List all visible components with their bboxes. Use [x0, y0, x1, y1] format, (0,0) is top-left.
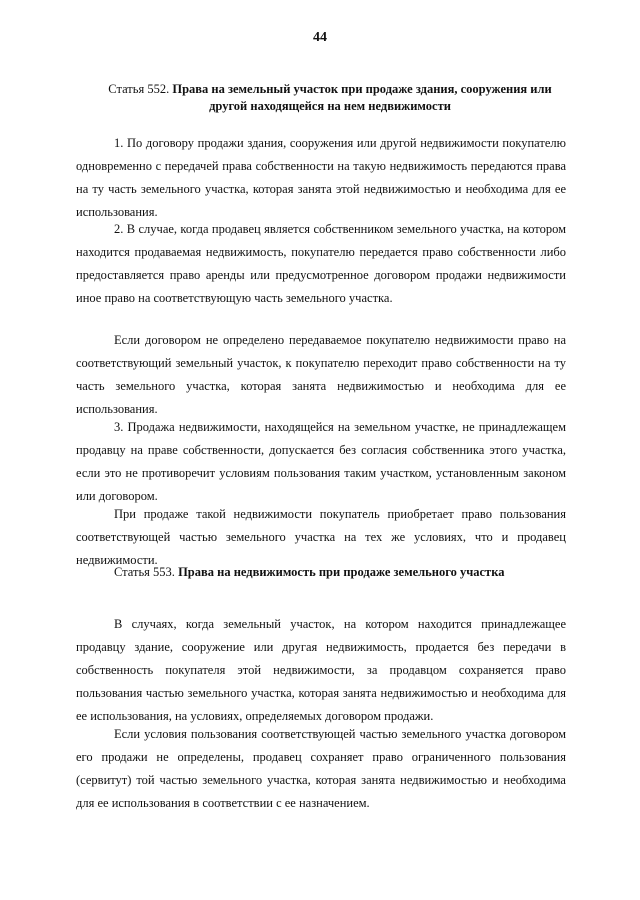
article-552-heading — [90, 81, 570, 115]
article-553-heading — [114, 564, 594, 581]
article-552-paragraph-2: 2. В случае, когда продавец является собственником земельного участка, на котором находится продаваемая недвижимость, покупателю передается право собственности либо предоставляется право аренды или предусмотренное договором продажи недвижимости иное право на соответствующую часть земельного участка. — [76, 221, 566, 306]
article-553-number: Статья 553. — [114, 565, 175, 579]
article-552-number: Статья 552. — [108, 82, 170, 96]
article-552-title: Права на земельный участок при продаже здания, сооружения или другой находящейся на нем недвижимости — [172, 82, 552, 113]
article-553-paragraph-1: В случаях, когда земельный участок, на котором находится принадлежащее продавцу здание, сооружение или другая недвижимость, продается без передачи в собственность покупателя этой недвижимости, за продавцом сохраняется право пользования частью земельного участка, которая занята недвижимостью и необходима для ее использования, на условиях, определяемых договором продажи. — [76, 616, 566, 724]
article-552-paragraph-5: При продаже такой недвижимости покупатель приобретает право пользования соответствующей частью земельного участка на тех же условиях, что и продавец недвижимости. — [76, 506, 566, 567]
article-552-paragraph-3: Если договором не определено передаваемое покупателю недвижимости право на соответствующий земельный участок, к покупателю переходит право собственности на ту часть земельного участка, которая занята недвижимостью и необходима для ее использования. — [76, 332, 566, 417]
page-number: 44 — [313, 30, 327, 45]
article-552-paragraph-1: 1. По договору продажи здания, сооружения или другой недвижимости покупателю одновременно с передачей права собственности на такую недвижимость передаются права на ту часть земельного участка, которая занята этой недвижимостью и необходима для ее использования. — [76, 135, 566, 220]
article-553-title: Права на недвижимость при продаже земельного участка — [178, 565, 505, 579]
article-553-paragraph-2: Если условия пользования соответствующей частью земельного участка договором его продажи не определены, продавец сохраняет право ограниченного пользования (сервитут) той частью земельного участка, которая занята недвижимостью и необходима для ее использования в соответствии с ее назначением. — [76, 726, 566, 811]
article-552-paragraph-4: 3. Продажа недвижимости, находящейся на земельном участке, не принадлежащем продавцу на праве собственности, допускается без согласия собственника этого участка, если это не противоречит условиям пользования таким участком, установленным законом или договором. — [76, 419, 566, 504]
